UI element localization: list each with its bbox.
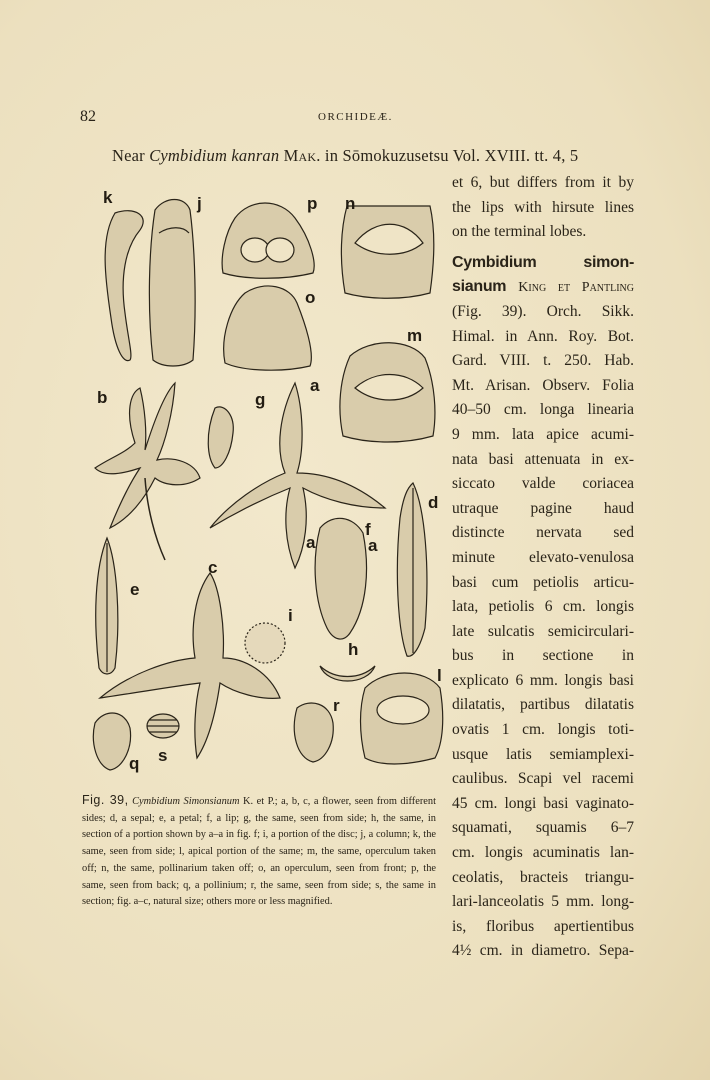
page-number: 82 <box>80 108 96 125</box>
caption-text: K. et P.; a, b, c, a flower, seen from different sides; d, a sepal; e, a petal; f, a lip; g, the same, seen from side; h, the same, in section of a portion shown by a–a in fig. f; i, a portion of the disc; j, a column; k, the same, seen from side; l, apical portion of the same; m, the same, operculum taken off; n, the same, pollinarium taken off; o, an operculum, seen from front; p, the same, seen from back; q, a pollinium; r, the same, seen from side; s, the same in section; fig. a–c, natural size; others more or less magnified. <box>82 796 436 908</box>
body-line: caulibus. Scapi vel racemi <box>452 770 634 788</box>
body-line: lari-lanceolatis 5 mm. long- <box>452 893 634 911</box>
body-line: is, floribus apertientibus <box>452 917 634 935</box>
running-head: ORCHIDEÆ. <box>318 111 393 123</box>
species-heading-cont: sianum King et Pantling <box>452 278 635 296</box>
body-line: dilatatis, partibus dilatatis <box>452 696 634 714</box>
plate-label-c: c <box>208 558 218 577</box>
body-line: distincte nervata sed <box>452 524 634 542</box>
drawing-d <box>397 483 427 656</box>
drawing-i <box>245 623 285 663</box>
body-line: 4½ cm. in diametro. Sepa- <box>452 942 634 960</box>
body-line: bus in sectione in <box>452 647 634 665</box>
plate-label-p: p <box>307 194 318 213</box>
intro-taxon: Cymbidium kanran <box>149 146 280 165</box>
intro-lead: Near <box>112 146 150 165</box>
body-line: the lips with hirsute lines <box>452 198 634 216</box>
plate-label-r: r <box>333 696 340 715</box>
drawing-b <box>95 383 200 528</box>
body-line: ovatis 1 cm. longis toti- <box>452 721 634 739</box>
plate-label-d: d <box>428 493 439 512</box>
body-line: Mt. Arisan. Observ. Folia <box>452 376 634 394</box>
plate-label-f: f <box>365 520 371 539</box>
drawing-h <box>320 666 375 681</box>
body-line: ceolatis, bracteis triangu- <box>452 868 634 886</box>
body-line: nata basi attenuata in ex- <box>452 450 634 468</box>
species-author: King et Pantling <box>518 280 635 296</box>
plate-label-n: n <box>345 194 356 213</box>
plate-label-s: s <box>158 746 168 765</box>
species-heading: Cymbidium simon- <box>452 253 634 271</box>
body-line: squamati, squamis 6–7 <box>452 819 634 837</box>
body-line: on the terminal lobes. <box>452 223 587 241</box>
drawing-g <box>208 407 233 468</box>
figure-caption <box>82 792 436 911</box>
botanical-plate <box>85 188 445 778</box>
caption-label: Fig. 39, <box>82 793 129 807</box>
drawing-k <box>105 211 143 361</box>
plate-label-l: l <box>437 666 442 685</box>
plate-label-a-left: a <box>306 533 316 552</box>
body-line: 45 cm. longi basi vaginato- <box>452 794 634 812</box>
body-line: basi cum petiolis articu- <box>452 573 634 591</box>
plate-label-k: k <box>103 188 113 207</box>
body-line: cm. longis acuminatis lan- <box>452 844 634 862</box>
drawing-f <box>315 518 366 639</box>
plate-label-g: g <box>255 390 266 409</box>
plate-label-m: m <box>407 326 423 345</box>
plate-label-q: q <box>129 754 140 773</box>
drawing-r <box>294 703 333 762</box>
plate-label-b: b <box>97 388 108 407</box>
intro-rest: in Sōmokuzusetsu Vol. XVIII. tt. 4, 5 <box>320 146 579 165</box>
plate-drawings <box>85 188 445 778</box>
body-line: et 6, but differs from it by <box>452 174 634 191</box>
plate-label-j: j <box>197 194 202 213</box>
body-line: (Fig. 39). Orch. Sikk. <box>452 302 634 320</box>
intro-author: Mak. <box>283 146 321 165</box>
plate-label-a: a <box>310 376 320 395</box>
drawing-p <box>222 203 314 278</box>
plate-label-a-right: a <box>368 536 378 555</box>
body-line: 40–50 cm. longa linearia <box>452 401 634 419</box>
plate-label-i: i <box>288 606 293 625</box>
plate-label-e: e <box>130 580 140 599</box>
body-column <box>452 171 634 964</box>
drawing-q <box>93 713 130 770</box>
body-line: usque latis semiamplexi- <box>452 745 634 763</box>
body-line: utraque pagine haud <box>452 499 634 517</box>
body-line: 9 mm. lata apice acumi- <box>452 425 634 443</box>
body-line: Himal. in Ann. Roy. Bot. <box>452 327 634 345</box>
drawing-j <box>149 200 195 367</box>
intro-line <box>112 146 632 166</box>
plate-label-h: h <box>348 640 359 659</box>
body-line: minute elevato-venulosa <box>452 548 634 566</box>
body-line: siccato valde coriacea <box>452 475 634 493</box>
plate-label-o: o <box>305 288 316 307</box>
body-line: explicato 6 mm. longis basi <box>452 671 634 689</box>
page-header <box>80 108 640 128</box>
body-line: lata, petiolis 6 cm. longis <box>452 598 634 616</box>
body-line: late sulcatis semicirculari- <box>452 622 634 640</box>
body-line: Gard. VIII. t. 250. Hab. <box>452 352 634 370</box>
caption-taxon: Cymbidium Simonsianum <box>132 796 240 807</box>
drawing-o <box>224 286 312 370</box>
